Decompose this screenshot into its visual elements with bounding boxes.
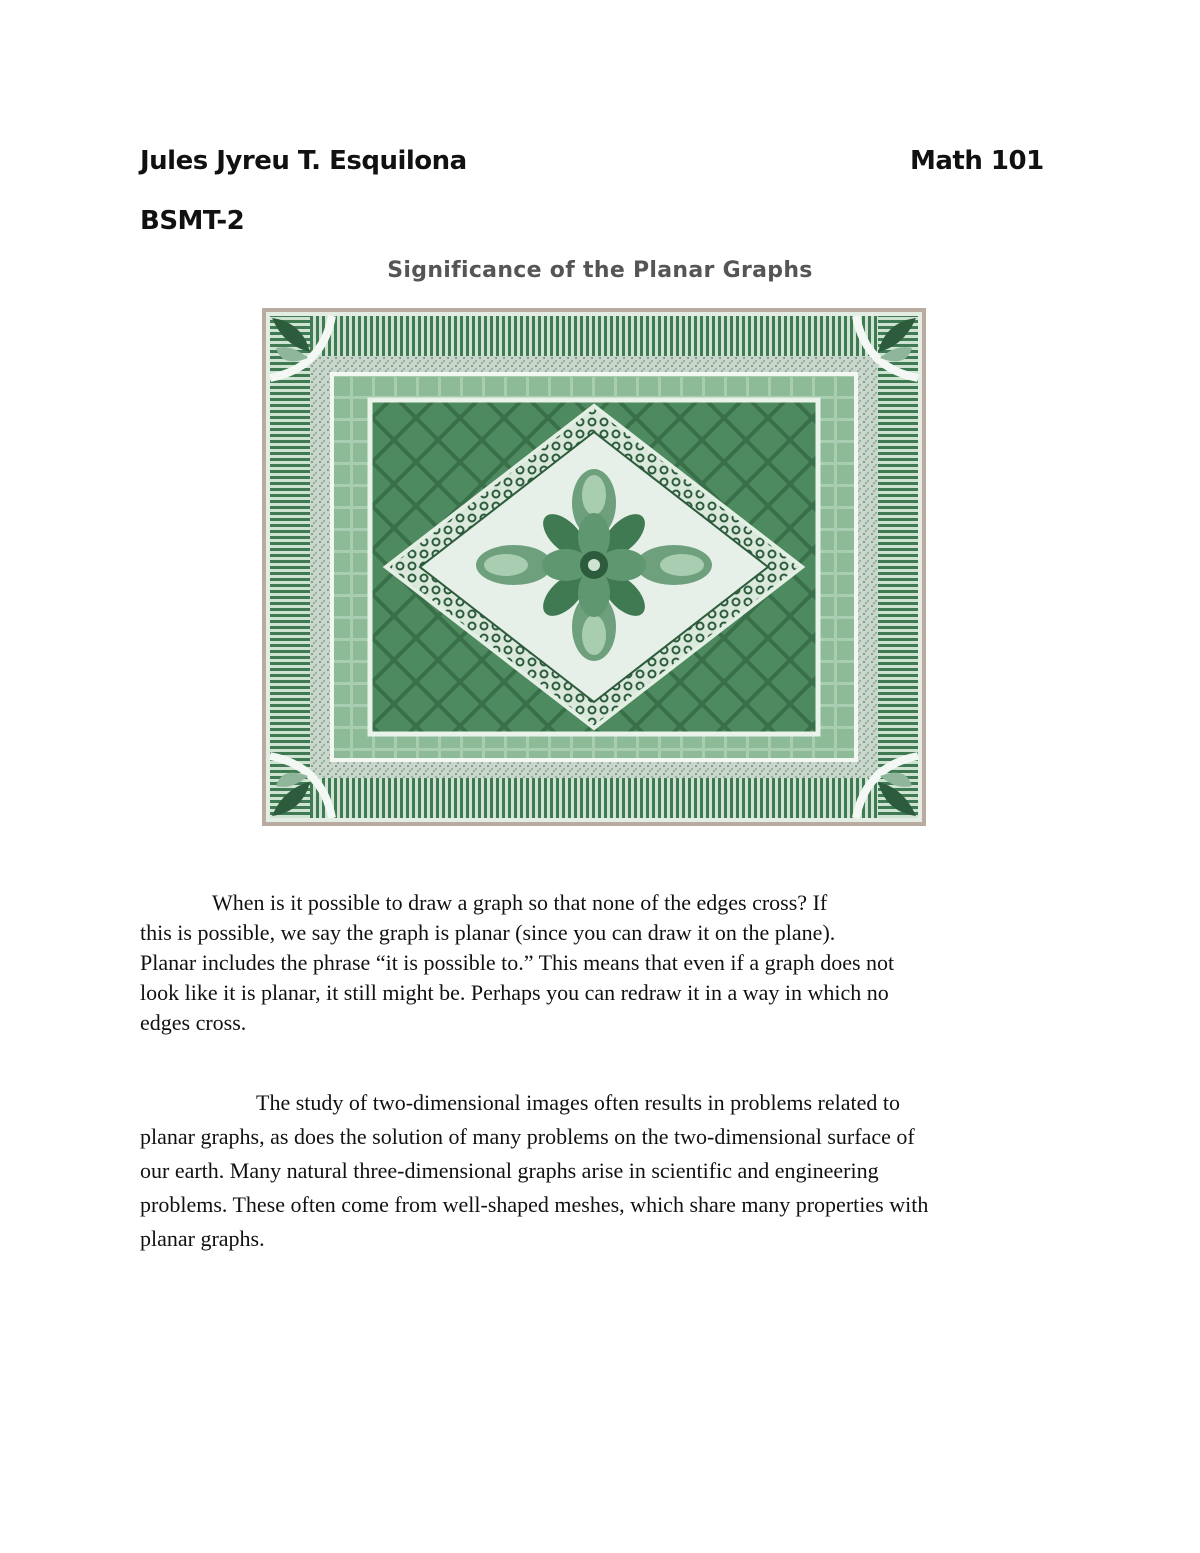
text-line: our earth. Many natural three-dimensional graphs arise in scientific and engineering [140, 1158, 879, 1183]
document-title: Significance of the Planar Graphs [387, 258, 813, 283]
author-name: Jules Jyreu T. Esquilona [140, 146, 467, 176]
ornamental-green-tile-image [262, 308, 926, 826]
course-name: Math 101 [910, 146, 1044, 176]
section-name: BSMT-2 [140, 206, 245, 236]
text-line: Planar includes the phrase “it is possible to.” This means that even if a graph does not [140, 950, 895, 975]
text-line: When is it possible to draw a graph so that none of the edges cross? If [212, 890, 828, 915]
text-line: The study of two-dimensional images often results in problems related to [256, 1090, 900, 1115]
text-line: problems. These often come from well-shaped meshes, which share many properties with [140, 1192, 929, 1217]
text-line: edges cross. [140, 1010, 247, 1035]
text-line: look like it is planar, it still might be. Perhaps you can redraw it in a way in which no [140, 980, 889, 1005]
text-line: this is possible, we say the graph is planar (since you can draw it on the plane). [140, 920, 836, 945]
tile-image [262, 308, 926, 826]
paragraph-2 [140, 1086, 928, 1256]
text-line: planar graphs. [140, 1226, 265, 1251]
paragraph-1 [140, 888, 894, 1038]
text-line: planar graphs, as does the solution of many problems on the two-dimensional surface of [140, 1124, 915, 1149]
